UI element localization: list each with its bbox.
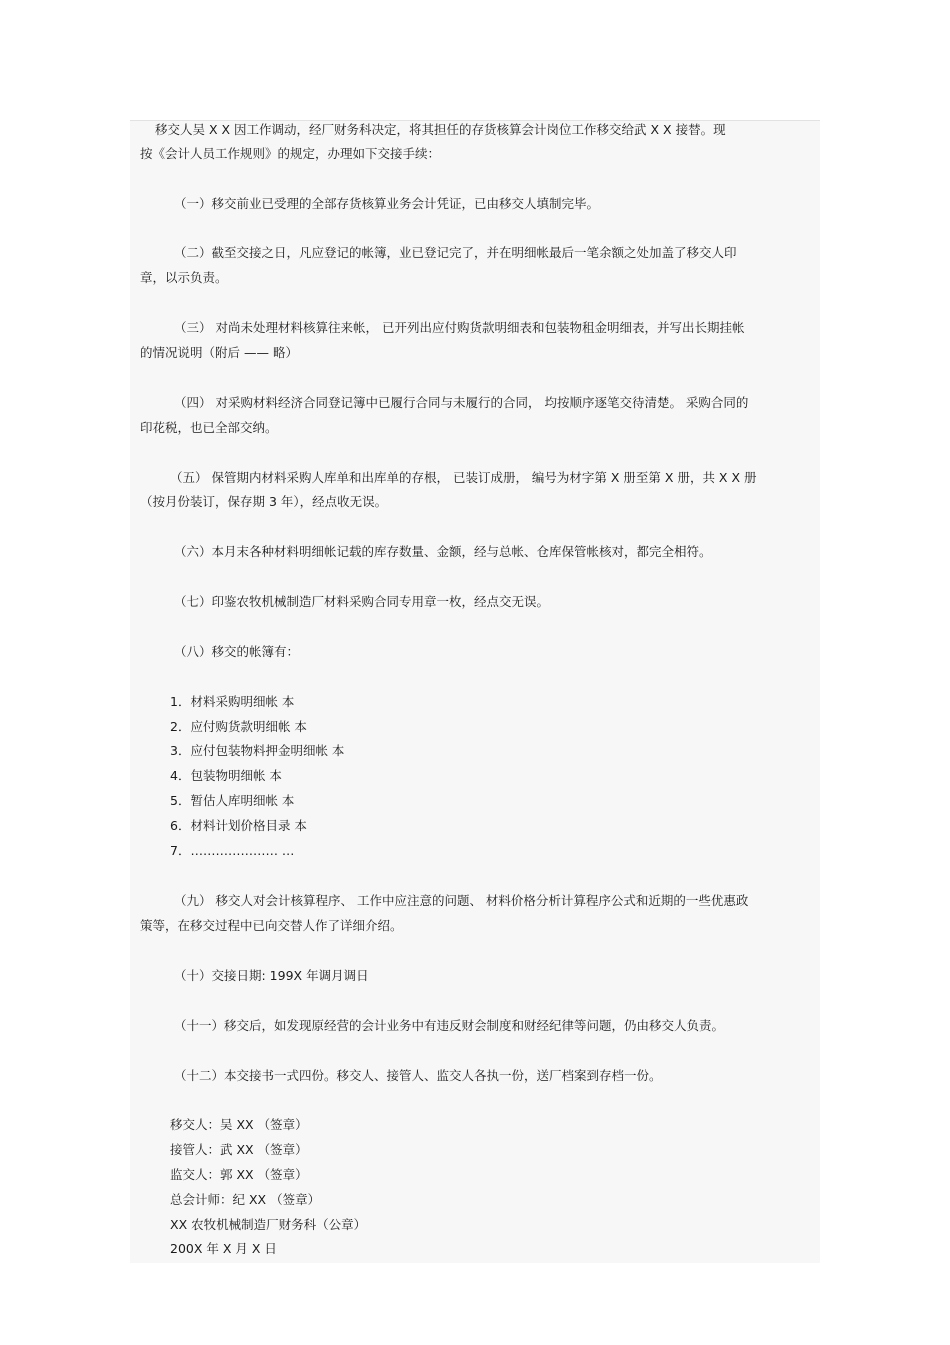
intro-line-2: 按《会计人员工作规则》的规定，办理如下交接手续： — [140, 146, 441, 161]
book-list-item: 6．材料计划价格目录 本 — [170, 818, 307, 833]
item-4-line-1: （四） 对采购材料经济合同登记簿中已履行合同与未履行的合同， 均按顺序逐笔交待清楚。 采购合同的 — [174, 395, 749, 410]
book-list-item: 5．暂估人库明细帐 本 — [170, 793, 295, 808]
item-2-line-1: （二）截至交接之日，凡应登记的帐簿，业已登记完了，并在明细帐最后一笔余额之处加盖了移交人印 — [174, 245, 737, 260]
item-5-line-2: （按月份装订，保存期 3 年），经点收无误。 — [140, 494, 388, 509]
signature-line: 监交人：郭 XX （签章） — [170, 1167, 308, 1182]
item-9-line-1: （九） 移交人对会计核算程序、 工作中应注意的问题、 材料价格分析计算程序公式和近期的一些优惠政 — [174, 893, 749, 908]
item-7: （七）印鉴农牧机械制造厂材料采购合同专用章一枚，经点交无误。 — [174, 594, 550, 609]
item-10: （十）交接日期: 199X 年调月调日 — [174, 968, 369, 983]
book-list-item: 4．包装物明细帐 本 — [170, 768, 282, 783]
signature-line: 移交人：吴 XX （签章） — [170, 1117, 308, 1132]
signature-line: XX 农牧机械制造厂财务科（公章） — [170, 1217, 367, 1232]
item-11: （十一）移交后，如发现原经营的会计业务中有违反财会制度和财经纪律等问题，仍由移交人负责。 — [174, 1018, 725, 1033]
signature-date: 200X 年 X 月 X 日 — [170, 1241, 277, 1256]
item-6: （六）本月末各种材料明细帐记载的库存数量、金额，经与总帐、仓库保管帐核对，都完全相符。 — [174, 544, 712, 559]
item-4-line-2: 印花税，也已全部交纳。 — [140, 420, 278, 435]
book-list-item: 3．应付包装物料押金明细帐 本 — [170, 743, 345, 758]
item-3-line-2: 的情况说明（附后 —— 略） — [140, 345, 298, 360]
item-9-line-2: 策等，在移交过程中已向交替人作了详细介绍。 — [140, 918, 403, 933]
book-list-item: 2．应付购货款明细帐 本 — [170, 719, 307, 734]
book-list-item: 1．材料采购明细帐 本 — [170, 694, 295, 709]
book-list-item: 7．………………… … — [170, 843, 295, 858]
intro-line-1: 移交人吴 X X 因工作调动，经厂财务科决定，将其担任的存货核算会计岗位工作移交给武 X X 接替。现 — [155, 122, 726, 137]
signature-line: 总会计师：纪 XX （签章） — [170, 1192, 321, 1207]
item-1: （一）移交前业已受理的全部存货核算业务会计凭证，已由移交人填制完毕。 — [174, 196, 600, 211]
item-5-line-1: （五） 保管期内材料采购人库单和出库单的存根， 已装订成册， 编号为材字第 X 册至第 X 册，共 X X 册 — [170, 470, 757, 485]
item-3-line-1: （三） 对尚未处理材料核算往来帐， 已开列出应付购货款明细表和包装物租金明细表，并写出长期挂帐 — [174, 320, 745, 335]
item-2-line-2: 章，以示负责。 — [140, 270, 228, 285]
item-12: （十二）本交接书一式四份。移交人、接管人、监交人各执一份，送厂档案到存档一份。 — [174, 1068, 662, 1083]
item-8: （八）移交的帐簿有： — [174, 644, 300, 659]
signature-line: 接管人：武 XX （签章） — [170, 1142, 308, 1157]
document-page — [130, 120, 820, 1263]
